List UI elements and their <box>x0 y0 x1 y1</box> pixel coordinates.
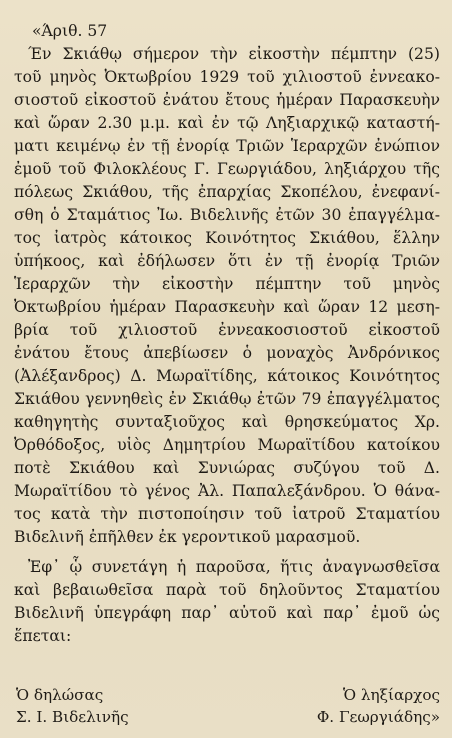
document-line-26: Βιδελινῆ ὑπεγράφη παρ᾽ αὐτοῦ καὶ παρ᾽ ἐμοῦ ὡς <box>14 604 440 622</box>
registrar-title: Ὁ ληξίαρχος <box>343 686 440 704</box>
document-line-4: σιοστοῦ εἰκοστοῦ ἐνάτου ἔτους ἡμέραν Παρασκευὴν <box>14 91 440 109</box>
document-line-2: Έν Σκιάθῳ σήμερον τὴν εἰκοστὴν πέμπτην (25) <box>28 45 440 63</box>
document-line-15: ἐνάτου ἔτους ἀπεβίωσεν ὁ μοναχὸς Ἀνδρόνικος <box>14 344 440 362</box>
document-line-10: τος ἰατρὸς κάτοικος Κοινότητος Σκιάθου, ἕλλην <box>14 229 440 247</box>
registrar-signature-block <box>250 684 440 730</box>
document-line-5: καὶ ὥραν 2.30 μ.μ. καὶ ἐν τῷ Ληξιαρχικῷ καταστή- <box>14 114 440 132</box>
document-line-13: Ὀκτωβρίου ἡμέραν Παρασκευὴν καὶ ὥραν 12 μεση- <box>14 298 440 316</box>
declarant-signature-block <box>16 684 206 730</box>
document-line-18: καθηγητὴς συνταξιοῦχος καὶ θρησκεύματος Χρ. <box>14 413 440 431</box>
document-line-27: ἕπεται: <box>14 627 72 645</box>
declarant-name: Σ. Ι. Βιδελινῆς <box>16 708 129 726</box>
document-line-22: τος κατὰ τὴν πιστοποίησιν τοῦ ἰατροῦ Σταματίου <box>14 505 440 523</box>
document-line-9: σθη ὁ Σταμάτιος Ἰω. Βιδελινῆς ἐτῶν 30 ἐπαγγέλμα- <box>14 206 440 224</box>
document-line-11: ὑπήκοος, καὶ ἐδήλωσεν ὅτι ἐν τῇ ἐνορίᾳ Τριῶν <box>14 252 440 270</box>
declarant-title: Ὁ δηλώσας <box>16 686 104 704</box>
document-line-3: τοῦ μηνὸς Ὀκτωβρίου 1929 τοῦ χιλιοστοῦ ἐννεακο- <box>14 68 440 86</box>
document-line-12: Ἱεραρχῶν τὴν εἰκοστὴν πέμπτην τοῦ μηνὸς <box>14 275 440 293</box>
document-line-16: (Ἀλέξανδρος) Δ. Μωραϊτίδης, κάτοικος Κοινότητος <box>14 367 440 385</box>
document-line-21: Μωραϊτίδου τὸ γένος Ἀλ. Παπαλεξάνδρου. Ὁ θάνα- <box>14 482 440 500</box>
document-line-19: Ὀρθόδοξος, υἱὸς Δημητρίου Μωραϊτίδου κατοίκου <box>14 436 440 454</box>
document-line-6: ματι κειμένῳ ἐν τῇ ἐνορίᾳ Τριῶν Ἱεραρχῶν ἐνώπιον <box>14 137 440 155</box>
document-line-25: καὶ βεβαιωθεῖσα παρὰ τοῦ δηλοῦντος Σταματίου <box>14 581 440 599</box>
document-line-17: Σκιάθου γεννηθεὶς ἐν Σκιάθῳ ἐτῶν 79 ἐπαγγέλματος <box>14 390 440 408</box>
registrar-name: Φ. Γεωργιάδης» <box>316 708 440 726</box>
document-line-23: Βιδελινῆ ἐπῆλθεν ἐκ γεροντικοῦ μαρασμοῦ. <box>14 528 361 546</box>
document-line-1: «Άριθ. 57 <box>32 22 108 40</box>
document-line-24: Ἐφ᾽ ᾧ συνετάγη ἡ παροῦσα, ἥτις ἀναγνωσθεῖσα <box>28 558 440 576</box>
document-line-14: βρία τοῦ χιλιοστοῦ ἐννεακοσιοστοῦ εἰκοστοῦ <box>14 321 440 339</box>
document-line-20: ποτὲ Σκιάθου καὶ Συνιώρας συζύγου τοῦ Δ. <box>14 459 440 477</box>
document-line-8: πόλεως Σκιάθου, τῆς ἐπαρχίας Σκοπέλου, ἐνεφανί- <box>14 183 440 201</box>
document-line-7: ἐμοῦ τοῦ Φιλοκλέους Γ. Γεωργιάδου, ληξιάρχου τῆς <box>14 160 440 178</box>
